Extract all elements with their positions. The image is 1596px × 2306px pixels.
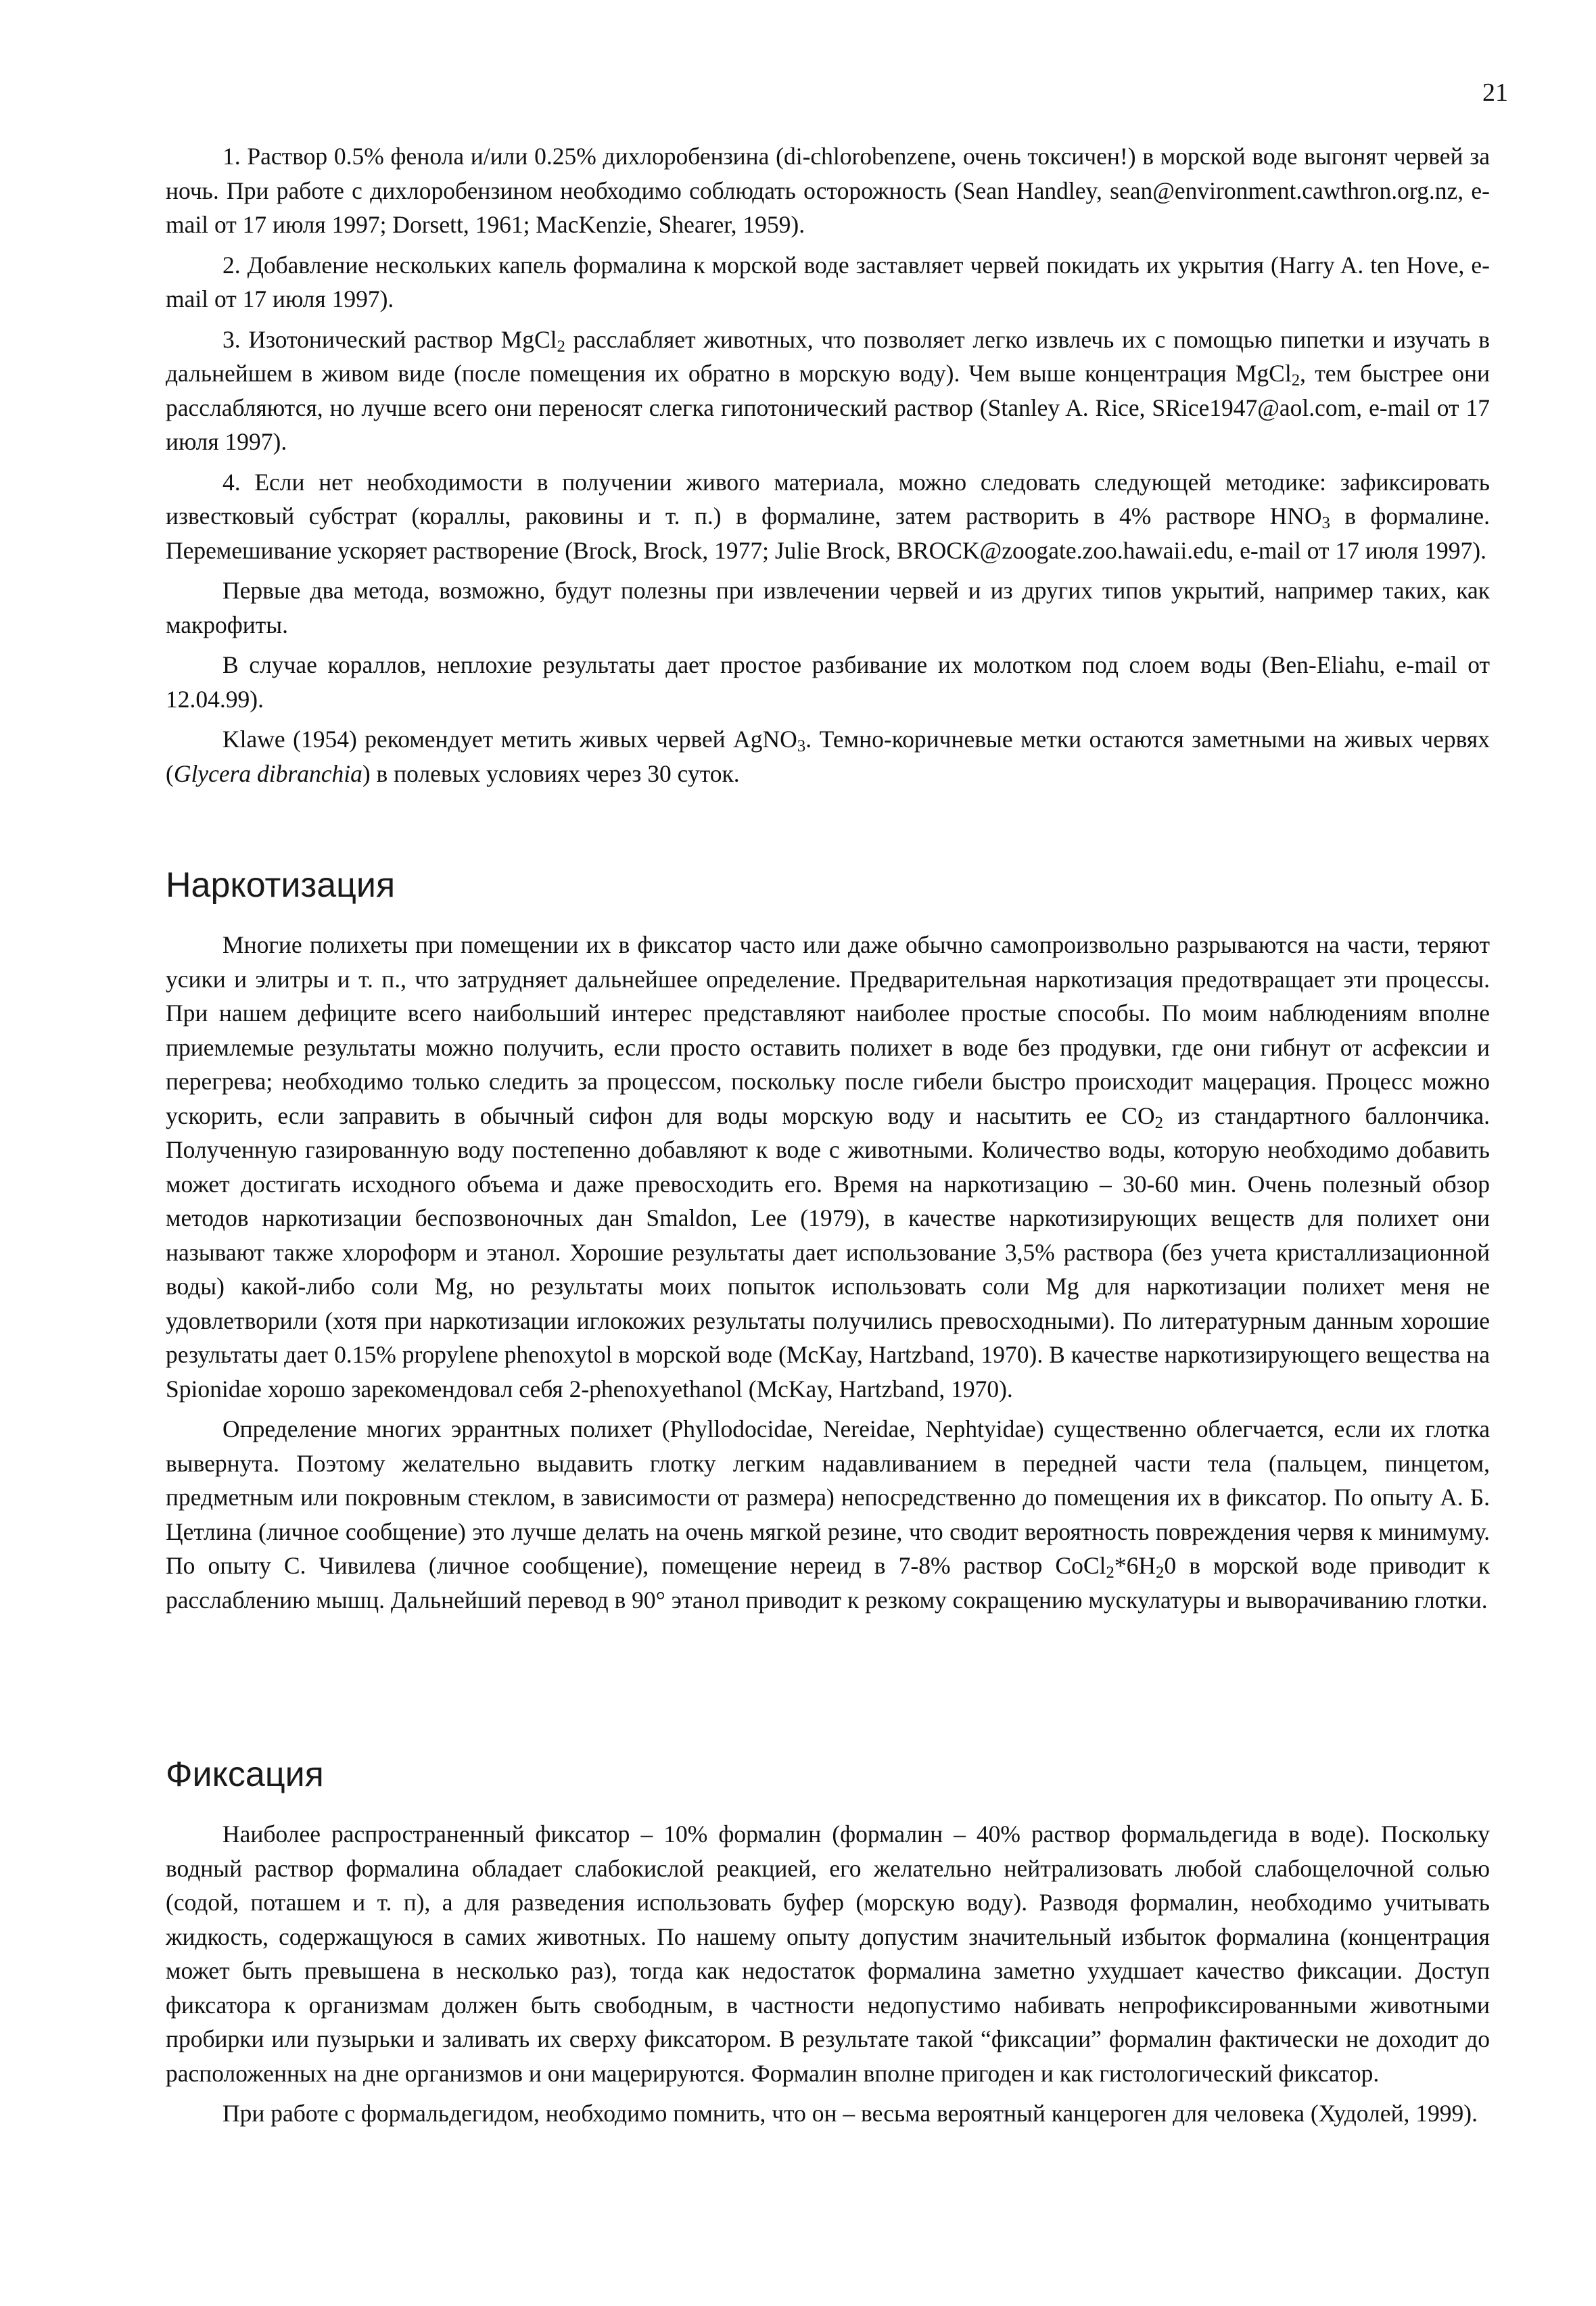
text-span: в формалине. Перемешивание ускоряет растворение (Brock, Brock, 1977; Julie Brock, BROCK@zoogate.zoo.hawaii.edu, e-mail от 17 июля 1997). (166, 502, 1490, 564)
subscript: 2 (1106, 1563, 1114, 1582)
method-3-paragraph (166, 323, 1490, 459)
text-span: из стандартного баллончика. Полученную газированную воду постепенно добавляют к воде с животными. Количество воды, которую необходимо добавить может достигать исходного объема и даже превосходить его. Время на наркотизацию – 30-60 мин. Очень полезный обзор методов наркотизации беспозвоночных дан Smaldon, Lee (1979), в качестве наркотизирующих веществ для полихет они называют также хлороформ и этанол. Хорошие результаты дает использование 3,5% раствора (без учета кристаллизационной воды) какой-либо соли Mg, но результаты моих попыток использовать соли Mg для наркотизации полихет меня не удовлетворили (хотя при наркотизации иглокожих результаты получились превосходными). По литературным данным хорошие результаты дает 0.15% propylene phenoxytol в морской воде (McKay, Hartzband, 1970). В качестве наркотизирующего вещества на Spionidae хорошо зарекомендовал себя 2-phenoxyethanol (McKay, Hartzband, 1970). (166, 1102, 1490, 1403)
narcotization-paragraph-2 (166, 1412, 1490, 1617)
method-4-paragraph (166, 465, 1490, 568)
narcotization-paragraph-1 (166, 928, 1490, 1406)
text-span: Klawe (1954) рекомендует метить живых червей AgNO (222, 726, 797, 753)
subscript: 2 (1291, 371, 1300, 390)
text-span: 4. Если нет необходимости в получении живого материала, можно следовать следующей методике: зафиксировать известковый субстрат (кораллы, раковины и т. п.) в формалине, затем растворить в 4% растворе HNO (166, 468, 1490, 530)
text-span: Определение многих эррантных полихет (Phyllodocidae, Nereidae, Nephtyidae) существенно облегчается, если их глотка вывернута. Поэтому желательно выдавить глотку легким надавливанием в передней части тела (пальцем, пинцетом, предметным или покровным стеклом, в зависимости от размера) непосредственно до помещения их в фиксатор. По опыту А. Б. Цетлина (личное сообщение) это лучше делать на очень мягкой резине, что сводит вероятность повреждения червя к минимуму. По опыту С. Чивилева (личное сообщение), помещение нереид в 7-8% раствор CoCl (166, 1415, 1490, 1579)
fixation-section (166, 1817, 1490, 2131)
subscript: 2 (1155, 1563, 1165, 1582)
text-span: Многие полихеты при помещении их в фиксатор часто или даже обычно самопроизвольно разрываются на части, теряют усики и элитры и т. п., что затрудняет дальнейшее определение. Предварительная наркотизация предотвращает эти процессы. При нашем дефиците всего наибольший интерес представляют наиболее простые способы. По моим наблюдениям вполне приемлемые результаты можно получить, если просто оставить полихет в воде без продувки, где они гибнут от асфексии и перегрева; необходимо только следить за процессом, поскольку после гибели быстро происходит мацерация. Процесс можно ускорить, если заправить в обычный сифон для воды морскую воду и насытить ее CO (166, 931, 1490, 1129)
method-2-paragraph: 2. Добавление нескольких капель формалина к морской воде заставляет червей покидать их укрытия (Harry A. ten Hove, e-mail от 17 июля 1997). (166, 251, 1490, 312)
first-two-methods-paragraph: Первые два метода, возможно, будут полезны при извлечении червей и из других типов укрытий, например таких, как макрофиты. (166, 577, 1490, 638)
text-span: ) в полевых условиях через 30 суток. (362, 759, 740, 787)
intro-section (166, 139, 1490, 791)
text-span: *6H (1114, 1552, 1156, 1579)
narcotization-heading: Наркотизация (166, 866, 396, 905)
page-number: 21 (1482, 78, 1508, 107)
subscript: 2 (1154, 1113, 1164, 1132)
fixation-paragraph-1: Наиболее распространенный фиксатор – 10% формалин (формалин – 40% раствор формальдегида в воде). Поскольку водный раствор формалина обладает слабокислой реакцией, его желательно нейтрализовать любой слабощелочной солью (содой, поташем и т. п), а для разведения использовать буфер (морскую воду). Разводя формалин, необходимо учитывать жидкость, содержащуюся в самих животных. По нашему опыту допустим значительный избыток формалина (концентрация может быть превышена в несколько раз), тогда как недостаток формалина заметно ухудшает качество фиксации. Доступ фиксатора к организмам должен быть свободным, в частности недопустимо набивать непрофиксированными животными пробирки или пузырьки и заливать их сверху фиксатором. В результате такой “фиксации” формалин фактически не доходит до расположенных на дне организмов и они мацерируются. Формалин вполне пригоден и как гистологический фиксатор. (166, 1820, 1490, 2087)
subscript: 3 (1321, 514, 1330, 533)
fixation-heading: Фиксация (166, 1755, 324, 1794)
method-1-paragraph: 1. Раствор 0.5% фенола и/или 0.25% дихлоробензина (di-chlorobenzene, очень токсичен!) в морской воде выгонят червей за ночь. При работе с дихлоробензином необходимо соблюдать осторожность (Sean Handley, sean@environment.cawthron.org.nz, e-mail от 17 июля 1997; Dorsett, 1961; MacKenzie, Shearer, 1959). (166, 143, 1490, 238)
corals-paragraph: В случае кораллов, неплохие результаты дает простое разбивание их молотком под слоем воды (Ben-Eliahu, e-mail от 12.04.99). (166, 651, 1490, 713)
subscript: 3 (797, 737, 806, 756)
klawe-paragraph (166, 722, 1490, 791)
fixation-paragraph-2: При работе с формальдегидом, необходимо помнить, что он – весьма вероятный канцероген для человека (Худолей, 1999). (222, 2100, 1478, 2127)
text-span: . Темно-коричневые метки остаются заметными на живых червях ( (166, 726, 1490, 787)
species-name: Glycera dibranchia (173, 759, 362, 787)
narcotization-section (166, 928, 1490, 1617)
text-span: 0 в морской воде приводит к расслаблению мышц. Дальнейший перевод в 90° этанол приводит к резкому сокращению мускулатуры и выворачиванию глотки. (166, 1552, 1490, 1614)
subscript: 2 (557, 337, 565, 356)
text-span: расслабляет животных, что позволяет легко извлечь их с помощью пипетки и изучать в дальнейшем в живом виде (после помещения их обратно в морскую воду). Чем выше концентрация MgCl (166, 325, 1490, 387)
text-span: , тем быстрее они расслабляются, но лучше всего они переносят слегка гипотонический раствор (Stanley A. Rice, SRice1947@aol.com, e-mail от 17 июля 1997). (166, 360, 1490, 455)
text-span: 3. Изотонический раствор MgCl (222, 325, 557, 353)
